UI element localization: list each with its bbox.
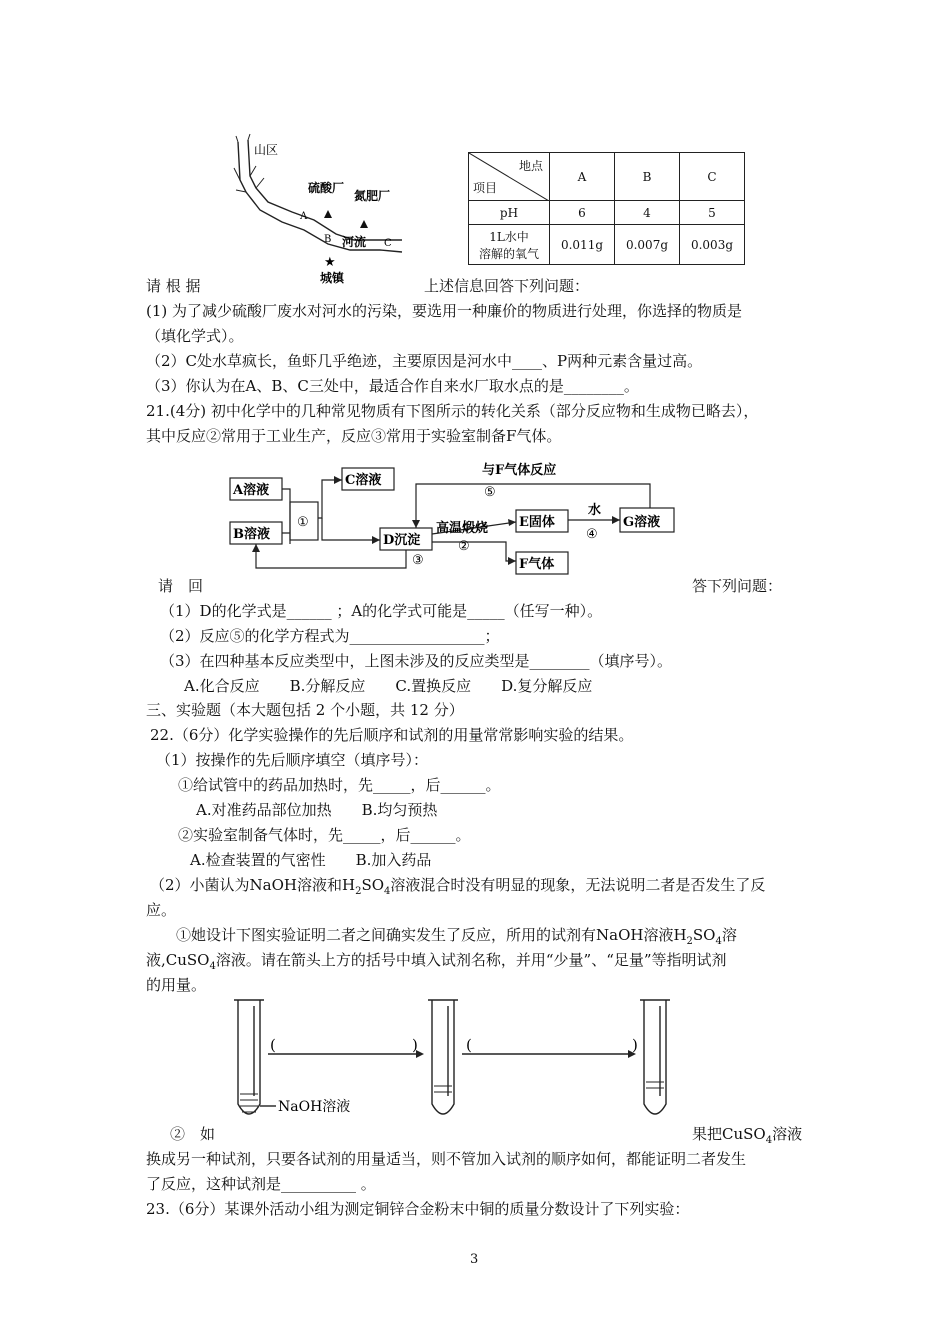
q22-line12-left: ② 如 bbox=[170, 1125, 216, 1143]
q22-l9a: ①她设计下图实验证明二者之间确实发生了反应，所用的试剂有NaOH溶液H bbox=[176, 926, 687, 944]
q22-line6: A.检查装置的气密性 B.加入药品 bbox=[190, 851, 432, 869]
nitrogen-marker-icon bbox=[360, 220, 368, 228]
q22-l10b: 溶液。请在箭头上方的括号中填入试剂名称，并用“少量”、“足量”等指明试剂 bbox=[215, 951, 727, 969]
sub-4: 4 bbox=[384, 886, 391, 897]
map-point-c: C bbox=[384, 238, 392, 249]
sub-2: 2 bbox=[686, 936, 693, 947]
ox-a: 0.011g bbox=[550, 225, 615, 265]
reaction-flow-diagram bbox=[226, 456, 686, 578]
q21-ask-left: 请 回 bbox=[158, 577, 204, 595]
page-number: 3 bbox=[470, 1252, 479, 1267]
map-point-a: A bbox=[300, 211, 308, 222]
q21-s1: （1）D的化学式是______ ；A的化学式可能是_____（任写一种）。 bbox=[160, 602, 603, 620]
q22-l7b: SO bbox=[361, 876, 385, 894]
q21-options: A.化合反应 B.分解反应 C.置换反应 D.复分解反应 bbox=[184, 677, 593, 695]
q21-s3: （3）在四种基本反应类型中，上图未涉及的反应类型是________（填序号）。 bbox=[160, 652, 673, 670]
map-river: 河流 bbox=[342, 235, 367, 249]
flow-g: G溶液 bbox=[623, 515, 661, 530]
flow-d: D沉淀 bbox=[383, 533, 421, 548]
q21-ask-right: 答下列问题： bbox=[692, 577, 783, 595]
q21-line2: 其中反应②常用于工业生产，反应③常用于实验室制备F气体。 bbox=[146, 427, 562, 445]
flow-a: A溶液 bbox=[233, 483, 270, 498]
paren-right-1: ) bbox=[412, 1036, 418, 1054]
col-c: C bbox=[680, 153, 745, 201]
map-nitrogen-factory: 氮肥厂 bbox=[354, 189, 391, 203]
map-mountain: 山区 bbox=[254, 143, 279, 157]
q22-line14: 了反应，这种试剂是__________ 。 bbox=[146, 1175, 376, 1193]
test-tube-diagram bbox=[228, 996, 688, 1126]
town-star-icon: ★ bbox=[324, 255, 336, 270]
oxygen-label-1: 1L水中 bbox=[489, 229, 529, 244]
flow-r3: ③ bbox=[412, 553, 424, 568]
q21-s2: （2）反应⑤的化学方程式为__________________； bbox=[160, 627, 500, 645]
q20-intro-left: 请 根 据 bbox=[146, 277, 201, 295]
flow-c: C溶液 bbox=[345, 473, 382, 488]
q22-l10a: 液,CuSO bbox=[146, 951, 210, 969]
q21-line1: 21.(4分) 初中化学中的几种常见物质有下图所示的转化关系（部分反应物和生成物已略去）， bbox=[146, 402, 759, 420]
corner-top: 地点 bbox=[518, 159, 543, 173]
q22-l9b: SO bbox=[692, 926, 716, 944]
q22-line9 bbox=[176, 925, 737, 952]
q20-p3: （3）你认为在A、B、C三处中，最适合作自来水厂取水点的是________。 bbox=[146, 377, 639, 395]
q22-l12b: 溶液 bbox=[772, 1125, 803, 1143]
q22-line10 bbox=[146, 950, 727, 977]
sulfuric-marker-icon bbox=[324, 210, 332, 218]
flow-f: F气体 bbox=[519, 557, 555, 572]
q22-line7 bbox=[150, 875, 765, 902]
sub-4: 4 bbox=[765, 1135, 773, 1146]
q22-line11: 的用量。 bbox=[146, 976, 207, 994]
col-a: A bbox=[550, 153, 615, 201]
paren-left-1: ( bbox=[270, 1036, 276, 1054]
q22-l7c: 溶液混合时没有明显的现象，无法说明二者是否发生了反 bbox=[390, 876, 766, 894]
col-b: B bbox=[615, 153, 680, 201]
flow-r5: ⑤ bbox=[484, 485, 496, 500]
q22-line4: A.对准药品部位加热 B.均匀预热 bbox=[196, 801, 438, 819]
q22-line3: ①给试管中的药品加热时，先_____，后______。 bbox=[178, 776, 501, 794]
q20-intro-right: 上述信息回答下列问题： bbox=[424, 277, 590, 295]
ph-b: 4 bbox=[615, 201, 680, 225]
flow-water: 水 bbox=[588, 503, 602, 518]
map-town: 城镇 bbox=[320, 271, 345, 285]
q23-line1: 23.（6分）某课外活动小组为测定铜锌合金粉末中铜的质量分数设计了下列实验： bbox=[146, 1200, 690, 1218]
flow-e: E固体 bbox=[519, 515, 555, 530]
q22-l7a: （2）小菌认为NaOH溶液和H bbox=[150, 876, 356, 894]
q22-line1: 22.（6分）化学实验操作的先后顺序和试剂的用量常常影响实验的结果。 bbox=[150, 726, 634, 744]
table-corner bbox=[469, 153, 550, 201]
naoh-tube-label: NaOH溶液 bbox=[278, 1099, 351, 1115]
section-3-heading: 三、实验题（本大题包括 2 个小题，共 12 分） bbox=[146, 701, 464, 719]
ox-b: 0.007g bbox=[615, 225, 680, 265]
oxygen-label-2: 溶解的氧气 bbox=[478, 246, 539, 261]
paren-left-2: ( bbox=[466, 1036, 472, 1054]
q22-line5: ②实验室制备气体时，先_____，后______。 bbox=[178, 826, 471, 844]
q20-p2: （2）C处水草疯长，鱼虾几乎绝迹，主要原因是河水中____、P两种元素含量过高。 bbox=[146, 352, 703, 370]
flow-b: B溶液 bbox=[233, 527, 270, 542]
flow-calc: 高温煅烧 bbox=[436, 521, 489, 536]
ox-c: 0.003g bbox=[680, 225, 745, 265]
q22-line13: 换成另一种试剂，只要各试剂的用量适当，则不管加入试剂的顺序如何，都能证明二者发生 bbox=[146, 1150, 747, 1168]
q20-p1a: (1) 为了减少硫酸厂废水对河水的污染，要选用一种廉价的物质进行处理，你选择的物质是 bbox=[146, 302, 743, 320]
corner-bottom: 项目 bbox=[473, 181, 498, 195]
river-map bbox=[220, 132, 420, 292]
flow-react-f: 与F气体反应 bbox=[482, 463, 557, 478]
q22-l12a: 果把CuSO bbox=[692, 1125, 766, 1143]
flow-r2: ② bbox=[458, 539, 470, 554]
sub-4: 4 bbox=[715, 936, 722, 947]
flow-r4: ④ bbox=[586, 527, 598, 542]
ph-a: 6 bbox=[550, 201, 615, 225]
sub-4: 4 bbox=[209, 961, 216, 972]
q22-line2: （1）按操作的先后顺序填空（填序号）： bbox=[156, 751, 429, 769]
map-point-b: B bbox=[324, 234, 332, 245]
q22-l9c: 溶 bbox=[721, 926, 737, 944]
flow-r1: ① bbox=[297, 515, 309, 530]
paren-right-2: ) bbox=[632, 1036, 638, 1054]
row-ph-label: pH bbox=[469, 201, 550, 225]
map-sulfuric-factory: 硫酸厂 bbox=[308, 181, 345, 195]
q20-p1b: （填化学式）。 bbox=[146, 327, 244, 345]
ph-c: 5 bbox=[680, 201, 745, 225]
q22-line12-right bbox=[692, 1124, 802, 1151]
water-data-table bbox=[468, 152, 745, 265]
row-oxygen-label bbox=[469, 225, 550, 265]
sub-2: 2 bbox=[355, 886, 362, 897]
q22-line8: 应。 bbox=[146, 901, 177, 919]
